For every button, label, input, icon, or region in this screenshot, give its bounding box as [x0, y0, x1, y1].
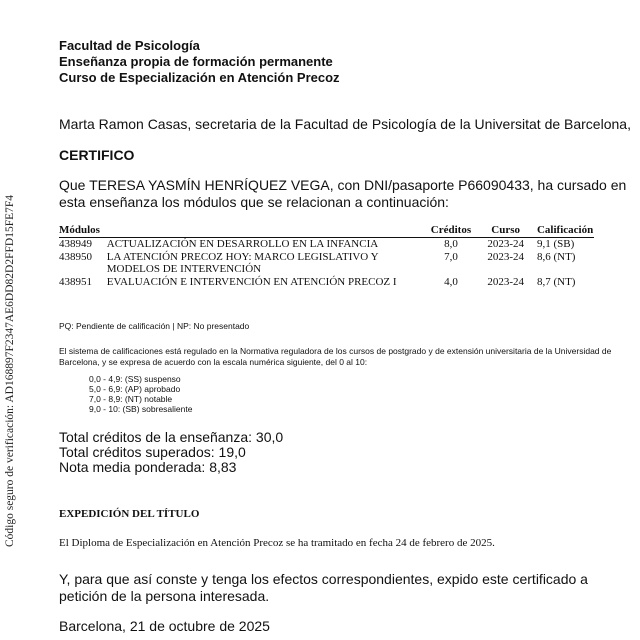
header-curso: Curso — [478, 224, 533, 238]
weighted-average: Nota media ponderada: 8,83 — [59, 459, 237, 475]
module-code: 438950 — [59, 250, 92, 263]
grading-scale — [89, 374, 192, 414]
header-creditos: Créditos — [424, 224, 479, 238]
module-year: 2023-24 — [487, 250, 524, 263]
teaching-type: Enseñanza propia de formación permanente — [59, 54, 333, 69]
total-credits: Total créditos de la enseñanza: 30,0 — [59, 429, 284, 445]
module-credits: 8,0 — [444, 238, 458, 250]
certification-statement: Que TERESA YASMÍN HENRÍQUEZ VEGA, con DNI/pasaporte P66090433, ha cursado en esta enseñanza los módulos que se relacionan a continuación: — [59, 177, 627, 210]
expedition-text: El Diploma de Especialización en Atención Precoz se ha tramitado en fecha 24 de febrero de 2025. — [59, 537, 495, 549]
table-row — [59, 251, 594, 276]
credit-totals — [59, 430, 283, 475]
course-name: Curso de Especialización en Atención Precoz — [59, 70, 340, 85]
closing-statement: Y, para que así conste y tenga los efectos correspondientes, expido este certificado a petición de la persona interesada. — [59, 571, 588, 604]
expedition-title: EXPEDICIÓN DEL TÍTULO — [59, 508, 200, 520]
module-credits: 4,0 — [444, 275, 458, 288]
module-credits: 7,0 — [444, 250, 458, 263]
scale-item: 5,0 - 6,9: (AP) aprobado — [89, 384, 181, 394]
certifico-heading: CERTIFICO — [59, 147, 135, 163]
module-name: ACTUALIZACIÓN EN DESARROLLO EN LA INFANCIA — [106, 238, 379, 250]
scale-item: 0,0 - 4,9: (SS) suspenso — [89, 374, 181, 384]
module-year: 2023-24 — [487, 275, 524, 288]
place-and-date: Barcelona, 21 de octubre de 2025 — [59, 618, 270, 634]
module-grade: 8,7 (NT) — [536, 275, 576, 288]
faculty-header — [59, 38, 340, 86]
table-row — [59, 238, 594, 251]
passed-credits: Total créditos superados: 19,0 — [59, 444, 246, 460]
module-code: 438951 — [59, 275, 92, 288]
grading-system-note: El sistema de calificaciones está regulado en la Normativa reguladora de los cursos de postgrado y de extensión universitaria de la Universidad de Barcelona, y se expresa de acuerdo con la escala numérica siguiente, del 0 al 10: — [59, 346, 612, 367]
modules-table — [59, 224, 594, 288]
modules-table-header — [59, 224, 594, 238]
verification-code-text: Código seguro de verificación: AD168897F2347AE6DD82D2FFD15FE7F4 — [4, 194, 16, 548]
module-name: EVALUACIÓN E INTERVENCIÓN EN ATENCIÓN PRECOZ I — [106, 275, 397, 288]
scale-item: 9,0 - 10: (SB) sobresaliente — [89, 404, 193, 414]
scale-item: 7,0 - 8,9: (NT) notable — [89, 394, 173, 404]
module-code: 438949 — [59, 238, 92, 250]
faculty-name: Facultad de Psicología — [59, 38, 200, 53]
grade-legend: PQ: Pendiente de calificación | NP: No presentado — [59, 321, 250, 331]
header-calificacion: Calificación — [533, 224, 594, 238]
module-name: LA ATENCIÓN PRECOZ HOY: MARCO LEGISLATIVO Y MODELOS DE INTERVENCIÓN — [106, 250, 379, 275]
secretary-intro: Marta Ramon Casas, secretaria de la Facultad de Psicología de la Universitat de Barcelona, — [59, 116, 631, 132]
module-year: 2023-24 — [487, 238, 524, 250]
module-grade: 9,1 (SB) — [536, 238, 575, 250]
verification-code — [1, 186, 19, 556]
module-grade: 8,6 (NT) — [536, 250, 576, 263]
header-modulos: Módulos — [59, 224, 424, 238]
table-row — [59, 276, 594, 289]
